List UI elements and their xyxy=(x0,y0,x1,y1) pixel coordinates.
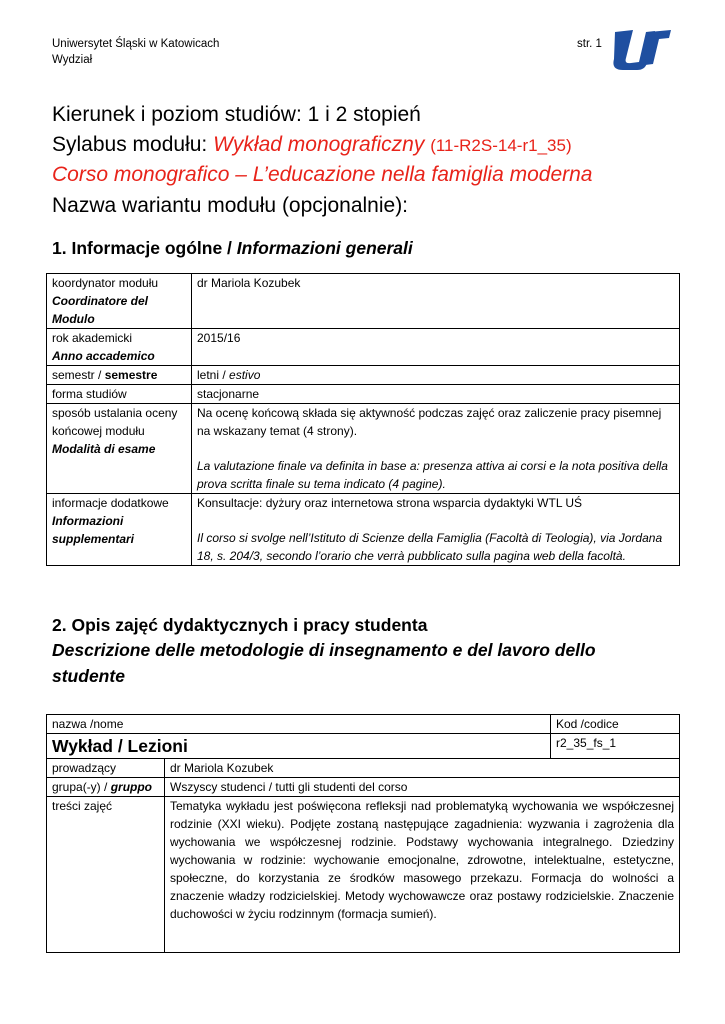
table-cell xyxy=(192,366,680,385)
info-label-it: Informazioni supplementari xyxy=(52,514,135,546)
table-row xyxy=(47,385,680,404)
content-value: Tematyka wykładu jest poświęcona refleksji nad problematyką wychowania we współczesnej rodzinie (XXI wieku). Podjęte zostaną następujące zagadnienia: wyzwania i zagrożenia dla wychowania we współczesnej rodzinie. Podstawy wychowania integralnego. Dziedziny wychowania w rodzinie: wychowanie emocjonalne, zdrowotne, intelektualne, estetyczne, społeczne, do korzystania ze środków masowego przekazu. Formacja do wolności a znaczenie władzy rodzicielskiej. Metody wychowawcze oraz postawy rodzicielskie. Znaczenie duchowości w życiu rodzinnym (formacja sumień). xyxy=(165,797,680,953)
section-2-heading: 2. Opis zajęć dydaktycznych i pracy studenta xyxy=(52,615,428,635)
university-logo-icon xyxy=(609,22,677,72)
table-row xyxy=(47,494,680,566)
teacher-value: dr Mariola Kozubek xyxy=(165,759,680,778)
table-row xyxy=(47,366,680,385)
department-name: Wydział xyxy=(52,54,93,66)
year-label-it: Anno accademico xyxy=(52,349,155,363)
grading-label-it: Modalità di esame xyxy=(52,442,156,456)
module-code: (11-R2S-14-r1_35) xyxy=(430,136,572,155)
group-value: Wszyscy studenci / tutti gli studenti del corso xyxy=(165,778,680,797)
page-header xyxy=(52,36,219,68)
semester-value-it: estivo xyxy=(229,368,261,382)
grading-label: sposób ustalania oceny końcowej modułu xyxy=(52,406,178,438)
table-row xyxy=(47,715,680,734)
info-label: informacje dodatkowe xyxy=(52,496,169,510)
grading-value-it: La valutazione finale va definita in base a: presenza attiva ai corsi e la nota positiva della prova scritta finale su tema indicato (4 pagine). xyxy=(197,459,668,491)
table-row xyxy=(47,274,680,329)
content-label: treści zajęć xyxy=(47,797,165,953)
title-study-level: Kierunek i poziom studiów: 1 i 2 stopień xyxy=(52,103,421,126)
group-label-it: gruppo xyxy=(110,780,153,794)
name-label: nazwa /nome xyxy=(47,715,551,734)
module-name: Wykład monograficzny xyxy=(213,133,425,156)
info-value: Konsultacje: dyżury oraz internetowa strona wsparcia dydaktyki WTL UŚ xyxy=(197,496,583,510)
title-line-2 xyxy=(52,131,572,160)
table-row xyxy=(47,329,680,366)
table-cell xyxy=(47,778,165,797)
semester-label: semestr / xyxy=(52,368,105,382)
coordinator-label-it: Coordinatore del Modulo xyxy=(52,294,149,326)
section-1-heading-pl: 1. Informacje ogólne / xyxy=(52,238,237,258)
table-cell xyxy=(192,494,680,566)
section-2-heading-it: Descrizione delle metodologie di insegnamento e del lavoro dello studente xyxy=(52,640,596,686)
grading-value: Na ocenę końcową składa się aktywność podczas zajęć oraz zaliczenie pracy pisemnej na wskazany temat (4 strony). xyxy=(197,406,662,438)
title-line-4: Nazwa wariantu modułu (opcjonalnie): xyxy=(52,194,409,217)
page-number: str. 1 xyxy=(577,38,602,50)
year-label: rok akademicki xyxy=(52,331,133,345)
section-1-heading xyxy=(52,235,413,261)
university-name: Uniwersytet Śląski w Katowicach xyxy=(52,38,220,50)
semester-value: letni / xyxy=(197,368,230,382)
teacher-label: prowadzący xyxy=(47,759,165,778)
table-row xyxy=(47,404,680,494)
table-row xyxy=(47,734,680,759)
syllabus-label: Sylabus modułu: xyxy=(52,133,214,156)
coordinator-value: dr Mariola Kozubek xyxy=(192,274,680,329)
year-value: 2015/16 xyxy=(192,329,680,366)
title-line-3: Corso monografico – L’educazione nella famiglia moderna xyxy=(52,163,593,186)
code-value: r2_35_fs_1 xyxy=(551,734,680,759)
table-cell xyxy=(47,404,192,494)
table-cell xyxy=(47,329,192,366)
table-cell xyxy=(47,274,192,329)
lecture-title: Wykład / Lezioni xyxy=(47,734,551,759)
section-1-heading-it: Informazioni generali xyxy=(236,238,413,258)
info-value-it: Il corso si svolge nell’Istituto di Scienze della Famiglia (Facoltà di Teologia), via Jordana 18, s. 204/3, secondo l’orario che verrà pubblicato sulla pagina web della facoltà. xyxy=(197,531,663,563)
coordinator-label: koordynator modułu xyxy=(52,276,159,290)
table-row xyxy=(47,797,680,953)
table-cell xyxy=(47,366,192,385)
table-cell xyxy=(47,494,192,566)
general-info-table xyxy=(46,273,680,566)
group-label: grupa(-y) / xyxy=(52,780,111,794)
table-row xyxy=(47,778,680,797)
table-row xyxy=(47,759,680,778)
title-line-1 xyxy=(52,101,421,129)
semester-label-it: semestre xyxy=(104,368,158,382)
form-value: stacjonarne xyxy=(192,385,680,404)
form-label: forma studiów xyxy=(47,385,192,404)
code-label: Kod /codice xyxy=(551,715,680,734)
course-table xyxy=(46,714,680,953)
table-cell xyxy=(192,404,680,494)
